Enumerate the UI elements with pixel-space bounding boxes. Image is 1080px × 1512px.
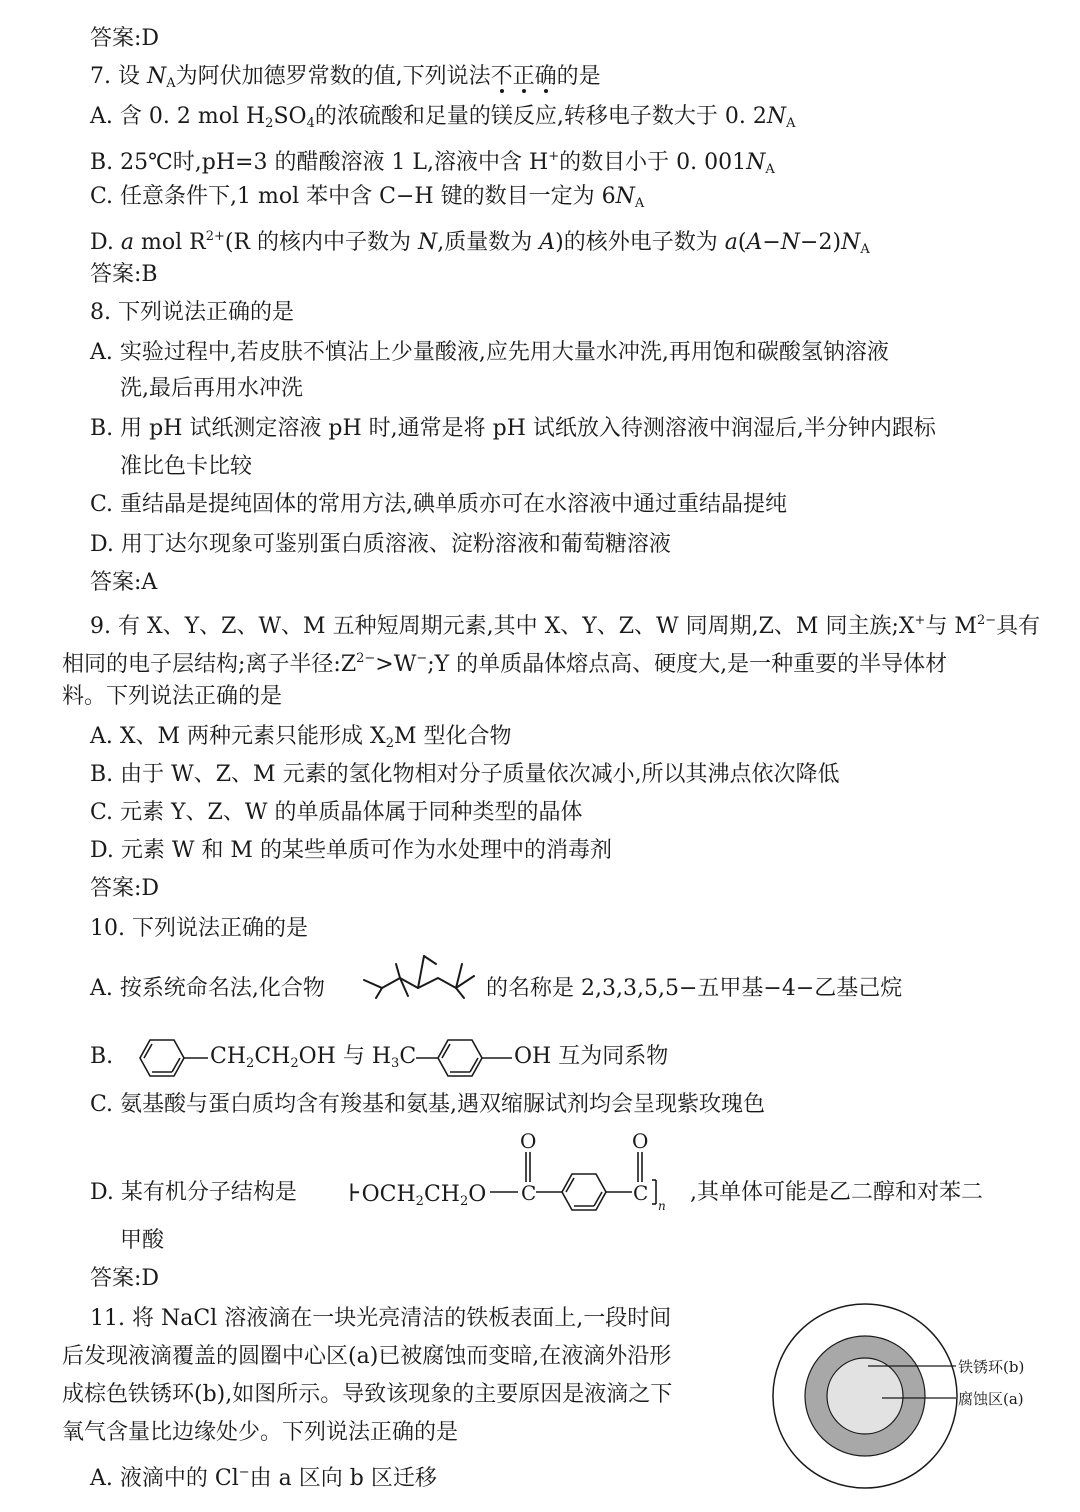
q7-option-a: A. 含 0. 2 mol H2SO4的浓硫酸和足量的镁反应,转移电子数大于 0. 2NA [90, 104, 796, 131]
repeat-unit-n: n [658, 1199, 666, 1213]
q10-option-c: C. 氨基酸与蛋白质均含有羧基和氨基,遇双缩脲试剂均会呈现紫玫瑰色 [90, 1092, 766, 1117]
q10-option-d-line2: 甲酸 [120, 1228, 165, 1253]
answer-6: 答案:D [90, 26, 160, 51]
question-11-line1: 11. 将 NaCl 溶液滴在一块光亮清洁的铁板表面上,一段时间 [90, 1306, 672, 1331]
q7-option-d: D. a mol $R^{2+}(R$ 的核内中子数为 N,质量数为 A)的核外电子数为 a(A−N−2)NA [90, 229, 870, 257]
question-11-line3: 成棕色铁锈环(b),如图所示。导致该现象的主要原因是液滴之下 [62, 1382, 673, 1407]
q10-option-b-text2: OH 互为同系物 [514, 1044, 669, 1069]
answer-9: 答案:D [90, 876, 160, 901]
carbonyl-oxygen: O [520, 1129, 537, 1153]
q9-option-a: A. X、M 两种元素只能形成 X2M 型化合物 [90, 724, 512, 751]
benzene-ring-icon [128, 1036, 208, 1080]
q8-option-b-line2: 准比色卡比较 [120, 454, 253, 479]
q8-option-a-line1: A. 实验过程中,若皮肤不慎沾上少量酸液,应先用大量水冲洗,再用饱和碳酸氢钠溶液 [90, 340, 889, 365]
label-corrosion-zone: 腐蚀区(a) [958, 1390, 1024, 1408]
q8-option-b-line1: B. 用 pH 试纸测定溶液 pH 时,通常是将 pH 试纸放入待测溶液中润湿后,半分钟内跟标 [90, 416, 936, 441]
carbonyl-oxygen: O [632, 1129, 649, 1153]
corrosion-figure [770, 1298, 1070, 1498]
benzene-ring-icon [416, 1036, 516, 1080]
q8-option-d: D. 用丁达尔现象可鉴别蛋白质溶液、淀粉溶液和葡萄糖溶液 [90, 532, 671, 557]
q8-option-c: C. 重结晶是提纯固体的常用方法,碘单质亦可在水溶液中通过重结晶提纯 [90, 492, 788, 517]
polyester-structure [490, 1130, 690, 1220]
question-11-line2: 后发现液滴覆盖的圆圈中心区(a)已被腐蚀而变暗,在液滴外沿形 [62, 1344, 672, 1369]
carbonyl-carbon: C [633, 1181, 649, 1205]
q10-option-d-prefix: D. 某有机分子结构是 [90, 1180, 297, 1205]
answer-10: 答案:D [90, 1266, 160, 1291]
q10-option-b-text1: CH2CH2OH 与 H3C [210, 1044, 417, 1071]
q9-option-d: D. 元素 W 和 M 的某些单质可作为水处理中的消毒剂 [90, 838, 612, 863]
answer-8: 答案:A [90, 570, 158, 595]
q10-option-a-prefix: A. 按系统命名法,化合物 [90, 976, 325, 1001]
carbonyl-carbon: C [521, 1181, 537, 1205]
q10-option-d-suffix: ,其单体可能是乙二醇和对苯二 [690, 1180, 983, 1205]
q7-option-c: C. 任意条件下,1 mol 苯中含 C−H 键的数目一定为 6NA [90, 184, 645, 211]
answer-7: 答案:B [90, 262, 158, 287]
q11-option-a: A. 液滴中的 Cl−由 a 区向 b 区迁移 [90, 1465, 437, 1491]
q9-option-b: B. 由于 W、Z、M 元素的氢化物相对分子质量依次减小,所以其沸点依次降低 [90, 762, 840, 787]
q8-option-a-line2: 洗,最后再用水冲洗 [120, 376, 303, 401]
question-10: 10. 下列说法正确的是 [90, 916, 308, 941]
question-9-line2: 相同的电子层结构;离子半径$:Z^{2-}>W^-;Y$ 的单质晶体熔点高、硬度大,是一种重要的半导体材 [62, 651, 948, 677]
question-11-line4: 氧气含量比边缘处少。下列说法正确的是 [62, 1420, 459, 1445]
q10-option-a-suffix: 的名称是 2,3,3,5,5−五甲基−4−乙基己烷 [486, 976, 903, 1001]
polymer-bracket-left: ⊦OCH2CH2O [348, 1179, 487, 1209]
q10-option-b-label: B. [90, 1044, 114, 1069]
q7-option-b: B. 25℃时,pH=3 的醋酸溶液 1 L,溶液中含 H+的数目小于 0. 001NA [90, 149, 775, 177]
question-9-line1: 9. 有 X、Y、Z、W、M 五种短周期元素,其中 X、Y、Z、W 同周期,Z、M 同主族;X+与 $M^{2-}$具有 [90, 613, 1041, 639]
corrosion-zone-a [827, 1358, 903, 1434]
skeletal-formula-alkane [362, 950, 487, 998]
question-7: 7. 设 NA为阿伏加德罗常数的值,下列说法不正确的是 [90, 64, 601, 91]
q9-option-c: C. 元素 Y、Z、W 的单质晶体属于同种类型的晶体 [90, 800, 583, 825]
label-rust-ring: 铁锈环(b) [958, 1358, 1025, 1376]
question-8: 8. 下列说法正确的是 [90, 300, 294, 325]
question-9-line3: 料。下列说法正确的是 [62, 684, 283, 709]
